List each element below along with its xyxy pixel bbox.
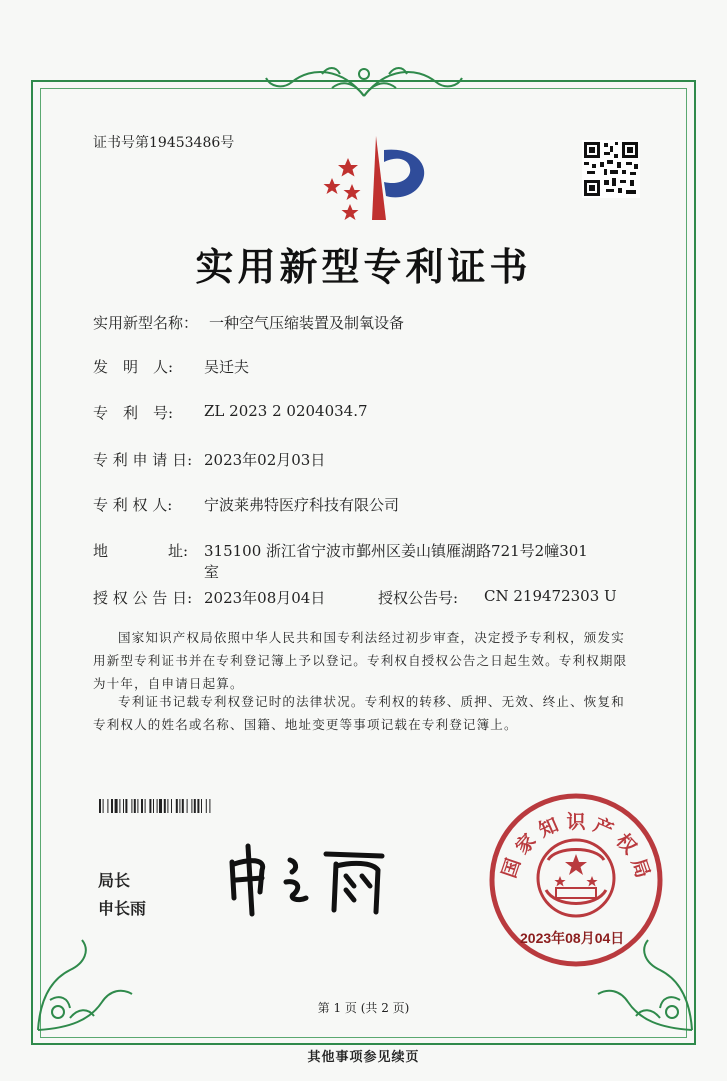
barcode-bar (179, 799, 180, 813)
grant-number-value: CN 219472303 U (484, 587, 617, 605)
barcode-bar (153, 799, 154, 813)
utility-model-name-value: 一种空气压缩装置及制氧设备 (209, 314, 405, 332)
address-value-line1: 315100 浙江省宁波市鄞州区姜山镇雁湖路721号2幢301 (204, 542, 588, 560)
barcode-bar (99, 799, 101, 813)
filing-date-value: 2023年02月03日 (204, 451, 326, 469)
seal-text: 国 家 知 识 产 权 局 (498, 811, 654, 881)
certificate-title: 实用新型专利证书 (195, 244, 532, 289)
grant-number-label: 授权公告号: (378, 589, 459, 607)
patentee-label: 专 利 权 人: (93, 496, 173, 514)
barcode-bar (182, 799, 184, 813)
director-signature (222, 840, 392, 920)
inventor-label: 发 明 人: (93, 358, 174, 376)
barcode-bar (164, 799, 166, 813)
grant-date-value: 2023年08月04日 (204, 589, 326, 607)
certificate-number: 证书号第19453486号 (93, 135, 235, 151)
barcode-icon (99, 799, 299, 813)
barcode-bar (159, 799, 162, 813)
barcode-bar (145, 799, 146, 813)
director-name: 申长雨 (98, 899, 147, 918)
utility-model-name-label: 实用新型名称： (93, 314, 199, 332)
barcode-bar (125, 799, 127, 813)
barcode-bar (171, 799, 172, 813)
barcode-bar (119, 799, 120, 813)
seal-date: 2023年08月04日 (520, 930, 625, 946)
barcode-bar (131, 799, 132, 813)
barcode-bar (103, 799, 104, 813)
inventor-value: 吴迁夫 (204, 358, 250, 376)
patentee-value: 宁波莱弗特医疗科技有限公司 (204, 496, 400, 514)
barcode-bar (111, 799, 113, 813)
grant-statement-paragraph: 国家知识产权局依照中华人民共和国专利法经过初步审查，决定授予专利权，颁发实用新型专利证书并在专利登记簿上予以登记。专利权自授权公告之日起生效。专利权期限为十年，自申请日起算。 (93, 630, 628, 691)
patent-number-value: ZL 2023 2 0204034.7 (204, 402, 368, 420)
barcode-bar (167, 799, 168, 813)
barcode-bar (176, 799, 178, 813)
barcode-bar (134, 799, 136, 813)
barcode-bar (123, 799, 124, 813)
barcode-bar (141, 799, 143, 813)
barcode-bar (137, 799, 138, 813)
patent-number-label: 专 利 号: (93, 404, 174, 422)
address-label: 地 址: (93, 542, 189, 560)
cnipa-logo-icon (320, 132, 440, 227)
footer-note: 其他事项参见续页 (307, 1050, 420, 1065)
barcode-bar (194, 799, 196, 813)
barcode-bar (201, 799, 202, 813)
barcode-bar (191, 799, 192, 813)
qr-code-icon (582, 140, 640, 198)
top-ornament (262, 62, 467, 102)
barcode-bar (197, 799, 199, 813)
barcode-bar (157, 799, 158, 813)
grant-date-label: 授 权 公 告 日: (93, 589, 193, 607)
filing-date-label: 专 利 申 请 日: (93, 451, 193, 469)
bottom-left-ornament (30, 930, 140, 1040)
barcode-bar (107, 799, 108, 813)
barcode-bar (187, 799, 188, 813)
address-value-line2: 室 (204, 563, 220, 581)
legal-status-paragraph: 专利证书记载专利权登记时的法律状况。专利权的转移、质押、无效、终止、恢复和专利权人的姓名或名称、国籍、地址变更等事项记载在专利登记簿上。 (93, 694, 625, 732)
director-title: 局长 (98, 871, 131, 890)
barcode-bar (206, 799, 207, 813)
barcode-bar (209, 799, 210, 813)
barcode-bar (115, 799, 118, 813)
barcode-bar (149, 799, 151, 813)
page-number: 第 1 页 (共 2 页) (317, 1001, 410, 1015)
